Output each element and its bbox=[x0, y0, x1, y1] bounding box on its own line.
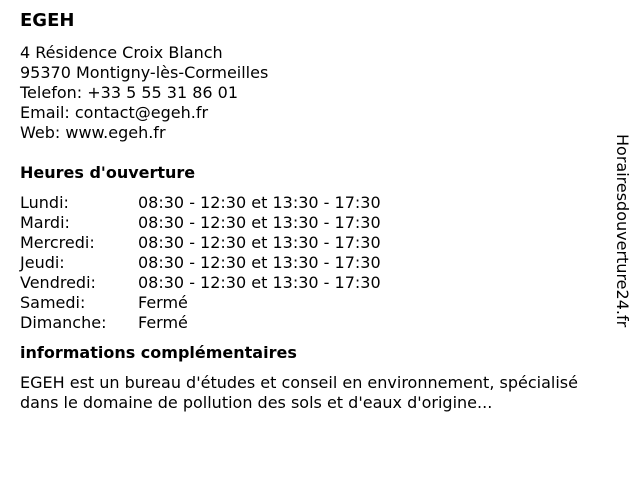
day-label: Vendredi: bbox=[20, 273, 96, 292]
business-name: EGEH bbox=[20, 10, 75, 31]
site-watermark: Horairesdouverture24.fr bbox=[613, 134, 632, 328]
hours-row-wednesday bbox=[20, 233, 600, 253]
day-hours: 08:30 - 12:30 et 13:30 - 17:30 bbox=[138, 233, 381, 252]
info-title: informations complémentaires bbox=[20, 343, 297, 362]
hours-row-monday bbox=[20, 193, 600, 213]
email-text: Email: contact@egeh.fr bbox=[20, 103, 209, 122]
address-line-2: 95370 Montigny-lès-Cormeilles bbox=[20, 63, 269, 82]
hours-row-saturday bbox=[20, 293, 600, 313]
hours-table bbox=[20, 193, 600, 333]
info-description: EGEH est un bureau d'études et conseil en environnement, spécialisé dans le domaine de pollution des sols et d'eaux d'origine... bbox=[20, 373, 578, 412]
day-label: Lundi: bbox=[20, 193, 69, 212]
business-card bbox=[20, 0, 600, 413]
hours-row-friday bbox=[20, 273, 600, 293]
phone-text: Telefon: +33 5 55 31 86 01 bbox=[20, 83, 239, 102]
day-label: Samedi: bbox=[20, 293, 86, 312]
day-label: Mercredi: bbox=[20, 233, 95, 252]
day-hours: 08:30 - 12:30 et 13:30 - 17:30 bbox=[138, 213, 381, 232]
hours-row-thursday bbox=[20, 253, 600, 273]
hours-title: Heures d'ouverture bbox=[20, 163, 196, 182]
contact-block bbox=[20, 43, 600, 143]
web-text: Web: www.egeh.fr bbox=[20, 123, 166, 142]
day-label: Mardi: bbox=[20, 213, 70, 232]
day-hours: 08:30 - 12:30 et 13:30 - 17:30 bbox=[138, 193, 381, 212]
hours-row-tuesday bbox=[20, 213, 600, 233]
day-label: Dimanche: bbox=[20, 313, 107, 332]
day-hours: 08:30 - 12:30 et 13:30 - 17:30 bbox=[138, 273, 381, 292]
day-label: Jeudi: bbox=[20, 253, 65, 272]
day-hours: Fermé bbox=[138, 293, 188, 312]
hours-row-sunday bbox=[20, 313, 600, 333]
day-hours: 08:30 - 12:30 et 13:30 - 17:30 bbox=[138, 253, 381, 272]
day-hours: Fermé bbox=[138, 313, 188, 332]
address-line-1: 4 Résidence Croix Blanch bbox=[20, 43, 223, 62]
